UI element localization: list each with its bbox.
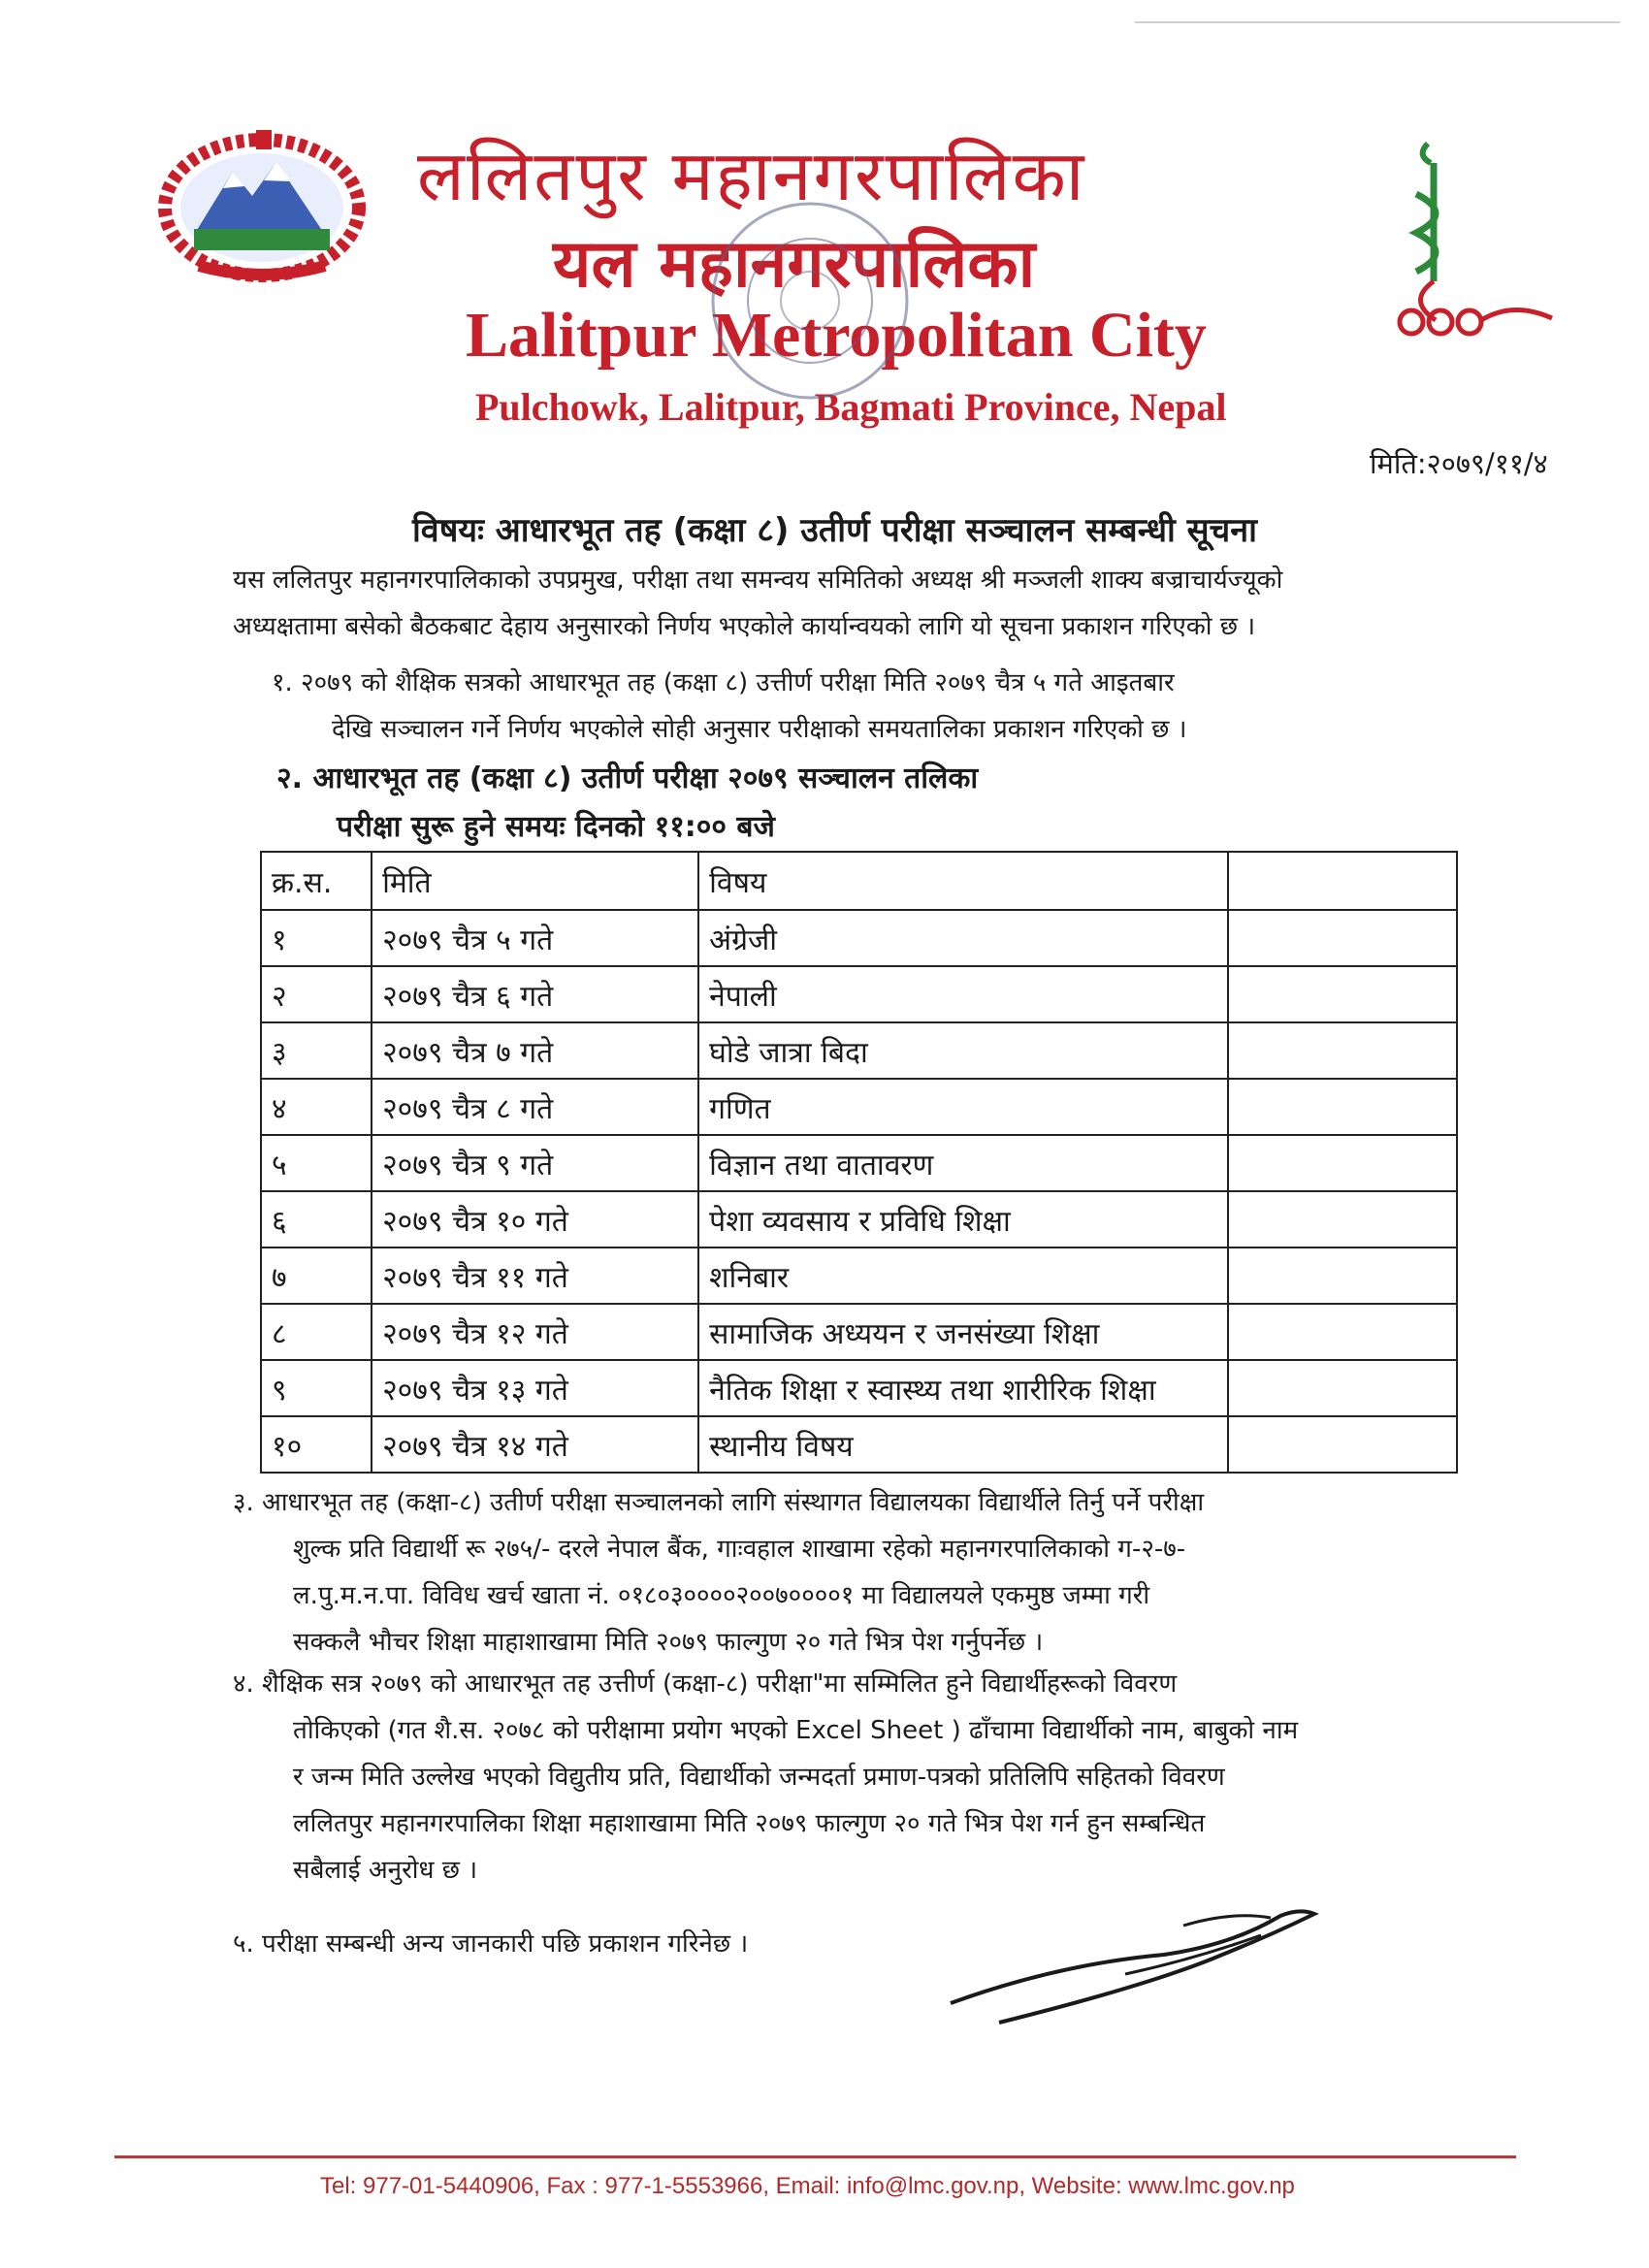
- table-row: [261, 966, 1457, 1022]
- cell-blank: [1228, 1135, 1457, 1191]
- city-address: Pulchowk, Lalitpur, Bagmati Province, Nepal: [475, 385, 1227, 429]
- point-4-line: ललितपुर महानगरपालिका शिक्षा महाशाखामा मिति २०७९ फाल्गुण २० गते भित्र पेश गर्न हुन सम्बन्धित: [293, 1809, 1206, 1838]
- header-subject: विषय: [698, 852, 1228, 910]
- point-2: [276, 755, 978, 852]
- cell-blank: [1228, 1022, 1457, 1079]
- lmc-symbol-icon: [1377, 136, 1557, 344]
- table-row: [261, 1079, 1457, 1135]
- header-blank: [1228, 852, 1457, 910]
- nepali-city-name: ललितपुर महानगरपालिका: [417, 135, 1086, 216]
- table-header-row: [261, 852, 1457, 910]
- intro-line: अध्यक्षतामा बसेको बैठकबाट देहाय अनुसारको निर्णय भएकोले कार्यान्वयको लागि यो सूचना प्रकाशन गरिएको छ ।: [233, 612, 1256, 641]
- table-row: [261, 1022, 1457, 1079]
- cell-serial: २: [261, 966, 372, 1022]
- cell-serial: ९: [261, 1360, 372, 1416]
- signature-icon: [941, 1896, 1329, 2032]
- table-row: [261, 1360, 1457, 1416]
- cell-date: २०७९ चैत्र १२ गते: [372, 1304, 698, 1360]
- exam-start-time: परीक्षा सुरू हुने समयः दिनको ११:०० बजे: [337, 810, 775, 844]
- header-date: मिति: [372, 852, 698, 910]
- cell-subject: नेपाली: [698, 966, 1228, 1022]
- schedule-title: २. आधारभूत तह (कक्षा ८) उतीर्ण परीक्षा २०७९ सञ्चालन तलिका: [276, 761, 979, 795]
- english-city-name: Lalitpur Metropolitan City: [466, 300, 1207, 371]
- table-row: [261, 910, 1457, 966]
- cell-date: २०७९ चैत्र १० गते: [372, 1191, 698, 1247]
- cell-subject: गणित: [698, 1079, 1228, 1135]
- point-5: ५. परीक्षा सम्बन्धी अन्य जानकारी पछि प्रकाशन गरिनेछ ।: [233, 1929, 749, 1959]
- cell-blank: [1228, 966, 1457, 1022]
- cell-date: २०७९ चैत्र १४ गते: [372, 1416, 698, 1473]
- office-seal-icon: [698, 189, 922, 412]
- cell-serial: ८: [261, 1304, 372, 1360]
- cell-date: २०७९ चैत्र ६ गते: [372, 966, 698, 1022]
- footer-divider: [114, 2155, 1516, 2158]
- cell-subject: स्थानीय विषय: [698, 1416, 1228, 1473]
- point-4: [233, 1661, 1298, 1894]
- point-3: [233, 1479, 1204, 1666]
- cell-subject: पेशा व्यवसाय र प्रविधि शिक्षा: [698, 1191, 1228, 1247]
- cell-serial: ४: [261, 1079, 372, 1135]
- cell-subject: शनिबार: [698, 1247, 1228, 1304]
- notice-subject: विषयः आधारभूत तह (कक्षा ८) उतीर्ण परीक्षा सञ्चालन सम्बन्धी सूचना: [412, 511, 1257, 550]
- point-4-line: तोकिएको (गत शै.स. २०७८ को परीक्षामा प्रयोग भएको Excel Sheet ) ढाँचामा विद्यार्थीको नाम, बाबुको नाम: [293, 1716, 1299, 1745]
- newari-city-name: यल महानगरपालिका: [553, 225, 1036, 303]
- cell-subject: घोडे जात्रा बिदा: [698, 1022, 1228, 1079]
- cell-subject: विज्ञान तथा वातावरण: [698, 1135, 1228, 1191]
- cell-serial: ३: [261, 1022, 372, 1079]
- footer-contact: Tel: 977-01-5440906, Fax : 977-1-5553966, Email: info@lmc.gov.np, Website: www.lmc.gov.np: [320, 2173, 1295, 2199]
- cell-serial: ५: [261, 1135, 372, 1191]
- cell-date: २०७९ चैत्र ७ गते: [372, 1022, 698, 1079]
- cell-blank: [1228, 1304, 1457, 1360]
- intro-paragraph: [233, 557, 1282, 650]
- cell-date: २०७९ चैत्र १३ गते: [372, 1360, 698, 1416]
- point-3-line: ल.पु.म.न.पा. विविध खर्च खाता नं. ०१८०३००००२००७००००१ मा विद्यालयले एकमुष्ठ जम्मा गरी: [293, 1581, 1150, 1610]
- cell-serial: ६: [261, 1191, 372, 1247]
- nepal-emblem-icon: [155, 128, 369, 283]
- cell-blank: [1228, 1416, 1457, 1473]
- cell-serial: १: [261, 910, 372, 966]
- point-4-line: र जन्म मिति उल्लेख भएको विद्युतीय प्रति, विद्यार्थीको जन्मदर्ता प्रमाण-पत्रको प्रतिलिपि सहितको विवरण: [293, 1763, 1225, 1792]
- point-1-line: १. २०७९ को शैक्षिक सत्रको आधारभूत तह (कक्षा ८) उत्तीर्ण परीक्षा मिति २०७९ चैत्र ५ गते आइतबार: [272, 668, 1175, 697]
- cell-date: २०७९ चैत्र ११ गते: [372, 1247, 698, 1304]
- intro-line: यस ललितपुर महानगरपालिकाको उपप्रमुख, परीक्षा तथा समन्वय समितिको अध्यक्ष श्री मञ्जली शाक्य बज्राचार्यज्यूको: [233, 566, 1283, 595]
- top-divider: [1135, 21, 1620, 23]
- cell-blank: [1228, 910, 1457, 966]
- cell-subject: नैतिक शिक्षा र स्वास्थ्य तथा शारीरिक शिक्षा: [698, 1360, 1228, 1416]
- cell-date: २०७९ चैत्र ९ गते: [372, 1135, 698, 1191]
- cell-date: २०७९ चैत्र ८ गते: [372, 1079, 698, 1135]
- point-1-line: देखि सञ्चालन गर्ने निर्णय भएकोले सोही अनुसार परीक्षाको समयतालिका प्रकाशन गरिएको छ ।: [332, 715, 1187, 744]
- table-row: [261, 1247, 1457, 1304]
- cell-subject: अंग्रेजी: [698, 910, 1228, 966]
- point-4-line: ४. शैक्षिक सत्र २०७९ को आधारभूत तह उत्तीर्ण (कक्षा-८) परीक्षा"मा सम्मिलित हुने विद्यार्थीहरूको विवरण: [233, 1669, 1178, 1699]
- cell-serial: ७: [261, 1247, 372, 1304]
- cell-blank: [1228, 1191, 1457, 1247]
- point-3-line: ३. आधारभूत तह (कक्षा-८) उतीर्ण परीक्षा सञ्चालनको लागि संस्थागत विद्यालयका विद्यार्थीले तिर्नु पर्ने परीक्षा: [233, 1488, 1205, 1517]
- point-4-line: सबैलाई अनुरोध छ ।: [293, 1856, 478, 1885]
- header-serial: क्र.स.: [261, 852, 372, 910]
- exam-schedule-table: [260, 851, 1458, 1474]
- table-row: [261, 1416, 1457, 1473]
- cell-blank: [1228, 1360, 1457, 1416]
- table-row: [261, 1135, 1457, 1191]
- point-3-line: सक्कलै भौचर शिक्षा माहाशाखामा मिति २०७९ फाल्गुण २० गते भित्र पेश गर्नुपर्नेछ ।: [293, 1628, 1044, 1657]
- notice-date: मिति:२०७९/११/४: [1370, 447, 1548, 480]
- cell-date: २०७९ चैत्र ५ गते: [372, 910, 698, 966]
- cell-blank: [1228, 1079, 1457, 1135]
- cell-serial: १०: [261, 1416, 372, 1473]
- table-row: [261, 1191, 1457, 1247]
- cell-blank: [1228, 1247, 1457, 1304]
- point-1: [272, 660, 1187, 753]
- point-3-line: शुल्क प्रति विद्यार्थी रू २७५/- दरले नेपाल बैंक, गाःवहाल शाखामा रहेको महानगरपालिकाको ग-२-७-: [293, 1535, 1186, 1564]
- table-row: [261, 1304, 1457, 1360]
- cell-subject: सामाजिक अध्ययन र जनसंख्या शिक्षा: [698, 1304, 1228, 1360]
